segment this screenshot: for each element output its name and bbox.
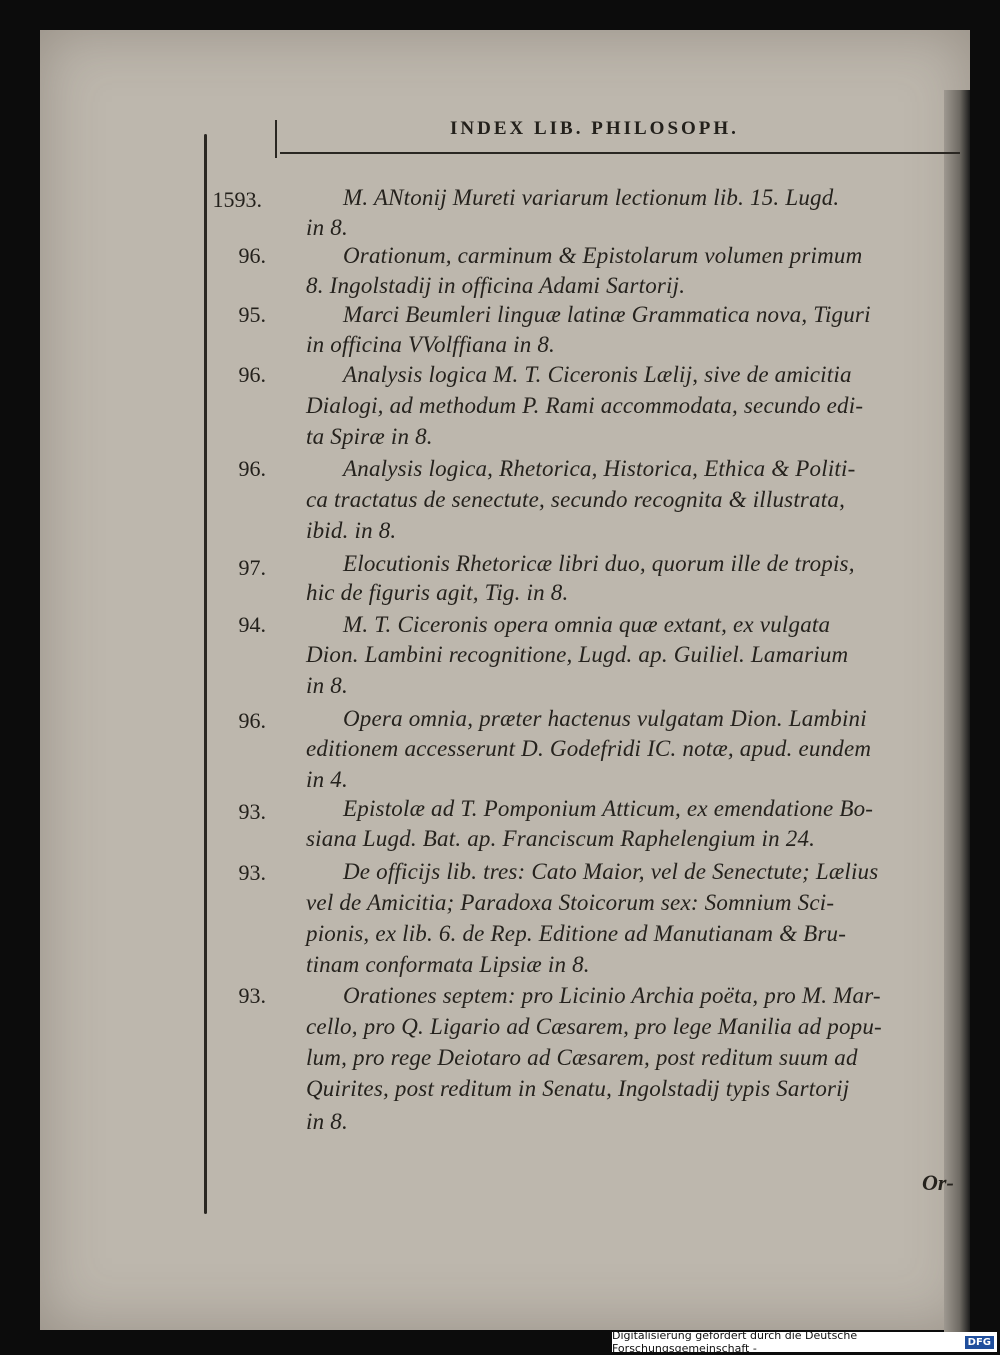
text-line: tinam conformata Lipsiæ in 8. (306, 952, 590, 977)
footer-text: Digitalisierung gefördert durch die Deutsche Forschungsgemeinschaft - (612, 1329, 858, 1355)
page-edge (944, 90, 970, 1350)
text-line: ibid. in 8. (306, 518, 397, 543)
text-line: Marci Beumleri linguæ latinæ Grammatica nova, Tiguri (343, 302, 871, 327)
text-line: hic de figuris agit, Tig. in 8. (306, 580, 569, 605)
catchword: Or- (922, 1170, 954, 1195)
year-96a: 96. (238, 243, 266, 268)
year-96b: 96. (238, 362, 266, 387)
text-line: vel de Amicitia; Paradoxa Stoicorum sex: Somnium Sci- (306, 890, 835, 915)
text-line: Quirites, post reditum in Senatu, Ingolstadij typis Sartorij (306, 1076, 850, 1101)
year-93b: 93. (238, 860, 266, 885)
margin-rule (204, 134, 207, 1214)
text-line: cello, pro Q. Ligario ad Cæsarem, pro lege Manilia ad popu- (306, 1014, 882, 1039)
year-93c: 93. (238, 983, 266, 1008)
text-line: in 4. (306, 767, 348, 792)
text-line: Elocutionis Rhetoricæ libri duo, quorum ille de tropis, (343, 551, 855, 576)
text-line: M. ANtonij Mureti variarum lectionum lib. 15. Lugd. (343, 185, 840, 210)
year-1593: 1593. (212, 187, 262, 212)
year-95: 95. (238, 302, 266, 327)
text-line: Dialogi, ad methodum P. Rami accommodata, secundo edi- (306, 393, 864, 418)
year-94: 94. (238, 612, 266, 637)
running-head: INDEX LIB. PHILOSOPH. (450, 118, 739, 139)
text-line: M. T. Ciceronis opera omnia quæ extant, ex vulgata (343, 612, 831, 637)
text-line: Dion. Lambini recognitione, Lugd. ap. Guiliel. Lamarium (306, 642, 849, 667)
text-line: 8. Ingolstadij in officina Adami Sartorij. (306, 273, 686, 298)
text-line: editionem accesserunt D. Godefridi IC. notæ, apud. eundem (306, 736, 872, 761)
header-tick (275, 120, 277, 158)
header-rule (280, 152, 960, 154)
text-line: lum, pro rege Deiotaro ad Cæsarem, post reditum suum ad (306, 1045, 858, 1070)
year-93a: 93. (238, 799, 266, 824)
year-97: 97. (238, 555, 266, 580)
text-line: De officijs lib. tres: Cato Maior, vel de Senectute; Lælius (343, 859, 879, 884)
text-line: ta Spiræ in 8. (306, 424, 433, 449)
year-96d: 96. (238, 708, 266, 733)
dfg-logo: DFG (965, 1336, 994, 1349)
text-line: siana Lugd. Bat. ap. Franciscum Raphelengium in 24. (306, 826, 816, 851)
book-page (40, 30, 970, 1330)
text-line: Orationes septem: pro Licinio Archia poëta, pro M. Mar- (343, 983, 881, 1008)
text-line: Analysis logica, Rhetorica, Historica, Ethica & Politi- (343, 456, 856, 481)
text-line: in 8. (306, 215, 348, 240)
text-line: in 8. (306, 1109, 348, 1134)
text-line: Epistolæ ad T. Pomponium Atticum, ex emendatione Bo- (343, 796, 874, 821)
text-line: in 8. (306, 673, 348, 698)
text-line: ca tractatus de senectute, secundo recognita & illustrata, (306, 487, 846, 512)
text-line: Orationum, carminum & Epistolarum volumen primum (343, 243, 863, 268)
text-line: Analysis logica M. T. Ciceronis Lælij, sive de amicitia (343, 362, 852, 387)
text-line: pionis, ex lib. 6. de Rep. Editione ad Manutianam & Bru- (306, 921, 847, 946)
footer-credit (612, 1329, 997, 1355)
text-line: in officina VVolffiana in 8. (306, 332, 556, 357)
year-96c: 96. (238, 456, 266, 481)
text-line: Opera omnia, præter hactenus vulgatam Dion. Lambini (343, 706, 867, 731)
